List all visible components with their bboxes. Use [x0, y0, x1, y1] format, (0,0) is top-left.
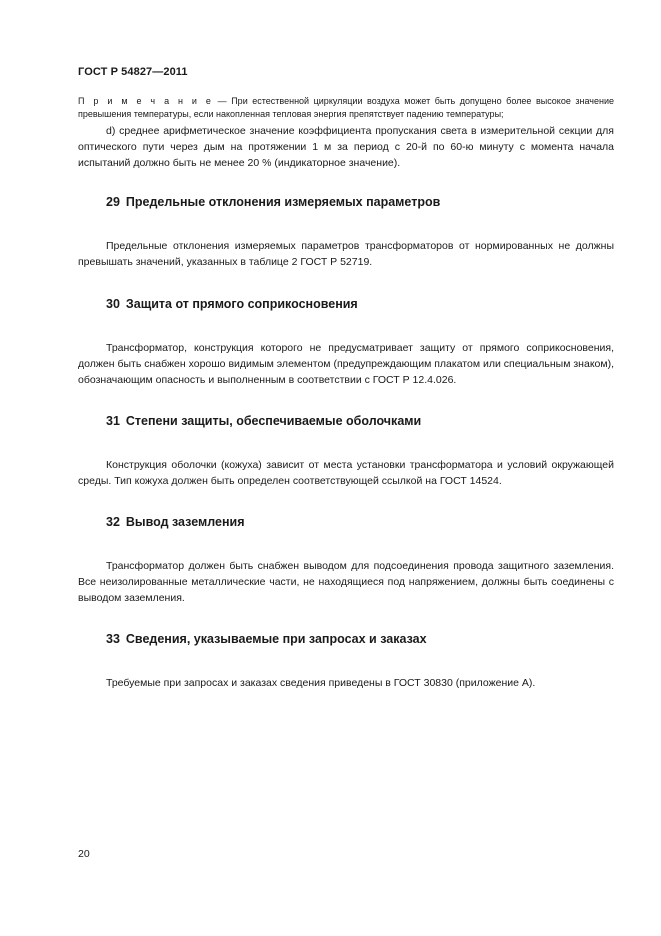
section-number: 33 [106, 632, 120, 646]
section-number: 30 [106, 297, 120, 311]
section-heading-31 [106, 414, 421, 428]
section-paragraph-31: Конструкция оболочки (кожуха) зависит от места установки трансформатора и условий окружающей среды. Тип кожуха должен быть определен соответствующей ссылкой на ГОСТ 14524. [78, 459, 614, 487]
section-paragraph-33: Требуемые при запросах и заказах сведения приведены в ГОСТ 30830 (приложение А). [106, 677, 536, 689]
list-item-d: d) среднее арифметическое значение коэффициента пропускания света в измерительной секции для оптического пути через дым на протяжении 1 м за период с 20-й по 60-ю минуту с момента начала испытаний должно быть не менее 20 % (индикаторное значение). [78, 125, 614, 169]
note-label: П р и м е ч а н и е [78, 96, 214, 106]
section-number: 31 [106, 414, 120, 428]
section-paragraph-29: Предельные отклонения измеряемых параметров трансформаторов от нормированных не должны превышать значений, указанных в таблице 2 ГОСТ Р 52719. [78, 240, 614, 268]
section-heading-29 [106, 195, 440, 209]
page-number: 20 [78, 848, 90, 860]
section-heading-30 [106, 297, 358, 311]
document-id-header: ГОСТ Р 54827—2011 [78, 66, 188, 78]
section-number: 32 [106, 515, 120, 529]
section-heading-32 [106, 515, 245, 529]
section-title: Вывод заземления [125, 515, 245, 529]
section-number: 29 [106, 195, 120, 209]
section-title: Сведения, указываемые при запросах и заказах [125, 632, 427, 646]
section-title: Предельные отклонения измеряемых параметров [125, 195, 441, 209]
section-heading-33 [106, 632, 427, 646]
section-paragraph-32: Трансформатор должен быть снабжен выводом для подсоединения провода защитного заземления. Все неизолированные металлические части, не находящиеся под напряжением, должны быть соединены с выводом заземления. [78, 560, 614, 604]
note-text: — При естественной циркуляции воздуха может быть допущено более высокое значение превышения температуры, если накопленная тепловая энергия препятствует падению температуры; [78, 96, 615, 119]
section-title: Степени защиты, обеспечиваемые оболочками [125, 414, 422, 428]
section-paragraph-30: Трансформатор, конструкция которого не предусматривает защиту от прямого соприкосновения, должен быть снабжен хорошо видимым элементом (предупреждающим плакатом или специальным знаком), обозначающим опасность и выполненным в соответствии с ГОСТ Р 12.4.026. [78, 342, 614, 386]
note-paragraph [78, 95, 614, 121]
section-title: Защита от прямого соприкосновения [125, 297, 358, 311]
